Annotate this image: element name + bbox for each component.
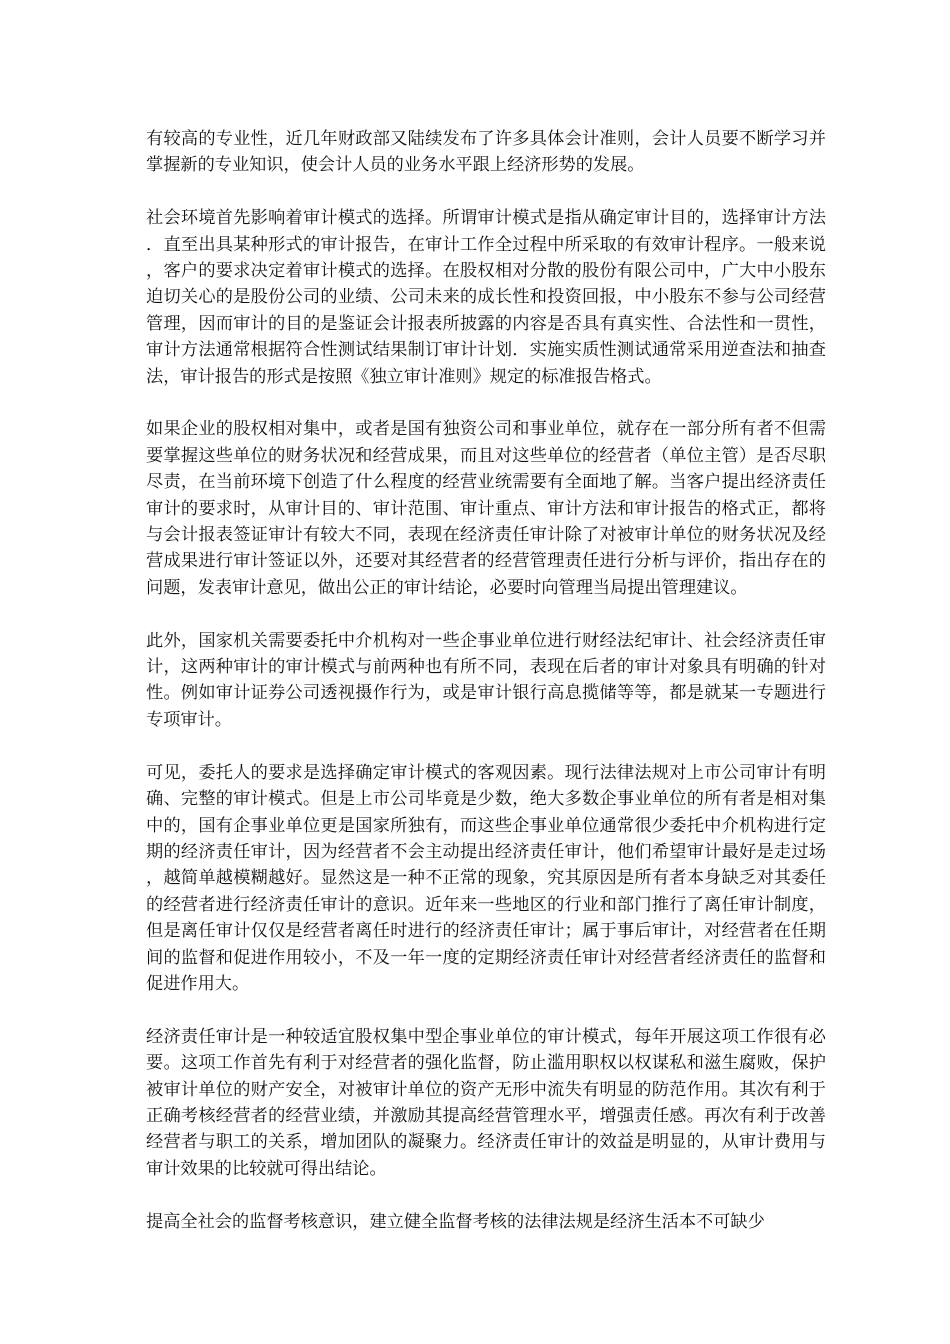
- paragraph-3: 如果企业的股权相对集中，或者是国有独资公司和事业单位，就存在一部分所有者不但需要掌握这些单位的财务状况和经营成果，而且对这些单位的经营者（单位主管）是否尽职尽责，在当前环境下创造了什么程度的经营业统需要有全面地了解。当客户提出经济责任审计的要求时，从审计目的、审计范围、审计重点、审计方法和审计报告的格式正，都将与会计报表签证审计有较大不同，表现在经济责任审计除了对被审计单位的财务状况及经营成果进行审计签证以外，还要对其经营者的经营管理责任进行分析与评价，指出存在的问题，发表审计意见，做出公正的审计结论，必要时向管理当局提出管理建议。: [146, 419, 826, 598]
- paragraph-6: 经济责任审计是一种较适宜股权集中型企事业单位的审计模式，每年开展这项工作很有必要。这项工作首先有利于对经营者的强化监督，防止滥用职权以权谋私和滋生腐败，保护被审计单位的财产安全，对被审计单位的资产无形中流失有明显的防范作用。其次有利于正确考核经营者的经营业绩，并激励其提高经营管理水平，增强责任感。再次有利于改善经营者与职工的关系，增加团队的凝聚力。经济责任审计的效益是明显的，从审计费用与审计效果的比较就可得出结论。: [146, 1026, 826, 1179]
- paragraph-7: 提高全社会的监督考核意识，建立健全监督考核的法律法规是经济生活本不可缺少: [146, 1211, 765, 1232]
- paragraph-5: 可见，委托人的要求是选择确定审计模式的客观因素。现行法律法规对上市公司审计有明确、完整的审计模式。但是上市公司毕竟是少数，绝大多数企事业单位的所有者是相对集中的，国有企事业单位更是国家所独有，而这些企事业单位通常很少委托中介机构进行定期的经济责任审计，因为经营者不会主动提出经济责任审计，他们希望审计最好是走过场，越简单越模糊越好。显然这是一种不正常的现象，究其原因是所有者本身缺乏对其委任的经营者进行经济责任审计的意识。近年来一些地区的行业和部门推行了离任审计制度，但是离任审计仅仅是经营者离任时进行的经济责任审计；属于事后审计，对经营者在任期间的监督和促进作用较小，不及一年一度的定期经济责任审计对经营者经济责任的监督和促进作用大。: [146, 762, 826, 994]
- paragraph-4: 此外，国家机关需要委托中介机构对一些企事业单位进行财经法纪审计、社会经济责任审计，这两种审计的审计模式与前两种也有所不同，表现在后者的审计对象具有明确的针对性。例如审计证券公司透视摄作行为，或是审计银行高息揽储等等，都是就某一专题进行专项审计。: [146, 630, 826, 730]
- paragraph-1: 有较高的专业性，近几年财政部又陆续发布了许多具体会计准则，会计人员要不断学习并掌握新的专业知识，使会计人员的业务水平跟上经济形势的发展。: [146, 129, 826, 176]
- document-body: [146, 126, 826, 1261]
- paragraph-2: 社会环境首先影响着审计模式的选择。所谓审计模式是指从确定审计目的，选择审计方法．直至出具某种形式的审计报告，在审计工作全过程中所采取的有效审计程序。一般来说，客户的要求决定着审计模式的选择。在股权相对分散的股份有限公司中，广大中小股东迫切关心的是股份公司的业绩、公司未来的成长性和投资回报，中小股东不参与公司经营管理，因而审计的目的是鉴证会计报表所披露的内容是否具有真实性、合法性和一贯性，审计方法通常根据符合性测试结果制订审计计划．实施实质性测试通常采用逆查法和抽查法，审计报告的形式是按照《独立审计准则》规定的标准报告格式。: [146, 208, 826, 387]
